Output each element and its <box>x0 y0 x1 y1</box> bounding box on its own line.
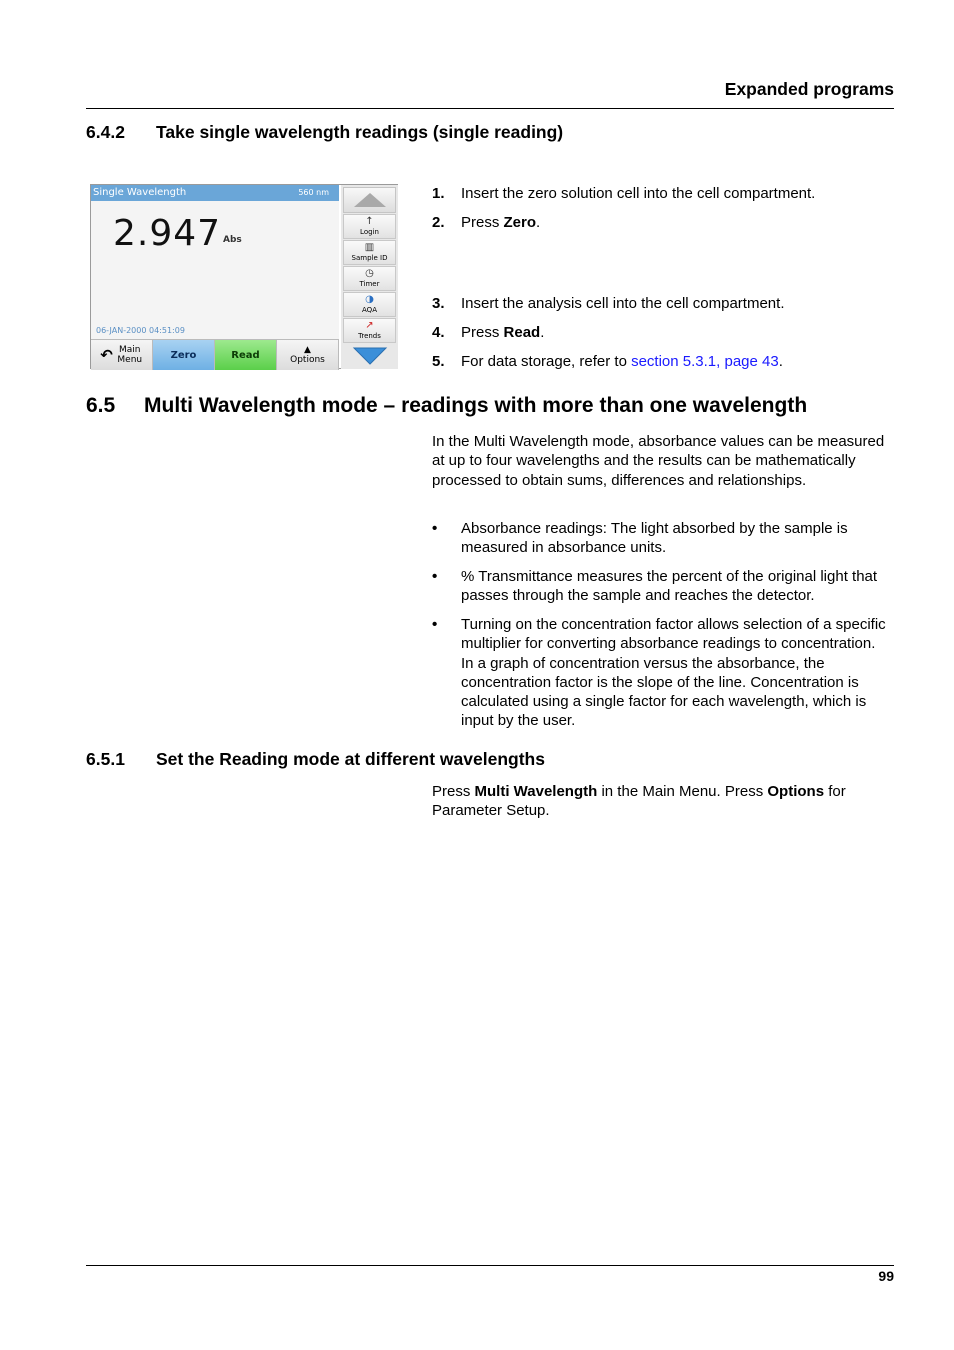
page-number: 99 <box>878 1268 894 1284</box>
footer-rule <box>86 1265 894 1266</box>
side-item-label: Login <box>360 228 379 236</box>
bold-options: Options <box>767 783 825 800</box>
bullet-dot: • <box>432 520 438 537</box>
side-item-login[interactable] <box>343 214 396 239</box>
section-65-intro: In the Multi Wavelength mode, absorbance values can be measured at up to four wavelengths and the results can be mathematically processed to obtain sums, differences and relationships. <box>432 433 885 489</box>
reading-unit: Abs <box>223 235 242 245</box>
step-number: 4. <box>432 324 445 341</box>
screen-bottom-bar <box>91 339 339 369</box>
step-number: 1. <box>432 185 445 202</box>
login-icon: ↑ <box>365 216 374 227</box>
bold-multi-wavelength: Multi Wavelength <box>474 783 598 800</box>
read-button[interactable]: Read <box>215 340 277 370</box>
step-2 <box>432 213 540 232</box>
timer-icon: ◷ <box>365 268 374 279</box>
bullet-item <box>432 519 894 558</box>
section-651-text <box>432 782 894 821</box>
side-item-label: Sample ID <box>351 254 388 262</box>
triangle-up-icon: ▲ <box>304 344 311 355</box>
section-65-number: 6.5 <box>86 394 116 417</box>
device-screen <box>91 185 339 369</box>
scroll-up-icon <box>352 191 388 209</box>
bullet-item <box>432 567 894 606</box>
text-segment: in the Main Menu. Press <box>597 783 768 800</box>
text-segment: for Parameter Setup. <box>432 783 846 820</box>
screen-title-bar <box>91 185 339 201</box>
section-651-title: Set the Reading mode at different wavelengths <box>156 749 545 769</box>
scroll-up-button[interactable] <box>343 187 396 213</box>
step-5 <box>432 352 783 371</box>
text-segment: Press <box>432 783 475 800</box>
step-number: 3. <box>432 295 445 312</box>
section-651-number: 6.5.1 <box>86 749 125 769</box>
step-text: For data storage, refer to <box>461 353 632 370</box>
device-screenshot <box>90 184 398 369</box>
scroll-down-icon <box>352 346 388 366</box>
sample-id-icon: ▥ <box>364 242 375 253</box>
step-text: Insert the zero solution cell into the cell compartment. <box>461 185 816 202</box>
side-item-trends[interactable] <box>343 318 396 343</box>
screen-title: Single Wavelength <box>93 187 187 198</box>
side-item-label: AQA <box>362 306 377 314</box>
side-menu <box>341 185 398 369</box>
header-rule <box>86 108 894 109</box>
bullet-dot: • <box>432 616 438 633</box>
side-item-label: Trends <box>358 332 381 340</box>
step-4 <box>432 323 544 342</box>
section-642-title: Take single wavelength readings (single reading) <box>156 122 564 142</box>
step-text: Insert the analysis cell into the cell compartment. <box>461 295 785 312</box>
bullet-text: Absorbance readings: The light absorbed by the sample is measured in absorbance units. <box>461 520 848 557</box>
aqa-icon: ◑ <box>365 294 374 305</box>
step-text-end: . <box>778 353 783 370</box>
wavelength-label: 560 nm <box>298 188 329 197</box>
bullet-item <box>432 615 894 731</box>
step-3 <box>432 294 784 313</box>
main-menu-button[interactable] <box>91 340 153 370</box>
step-bold: Read <box>503 324 541 341</box>
options-label: Options <box>290 354 325 365</box>
side-item-aqa[interactable] <box>343 292 396 317</box>
bullet-text: % Transmittance measures the percent of the original light that passes through the sample and reaches the detector. <box>461 568 878 605</box>
scroll-down-button[interactable] <box>343 343 396 369</box>
side-item-label: Timer <box>359 280 380 288</box>
reading-value: 2.947 <box>113 213 222 254</box>
section-642-number: 6.4.2 <box>86 122 125 142</box>
step-text: Press <box>461 324 504 341</box>
main-menu-label: Main Menu <box>117 345 143 365</box>
step-number: 5. <box>432 353 445 370</box>
section-642-heading <box>86 122 563 143</box>
section-65-title: Multi Wavelength mode – readings with more than one wavelength <box>144 394 808 417</box>
section-65-heading <box>86 394 807 418</box>
back-arrow-icon: ↶ <box>100 346 113 364</box>
options-button[interactable] <box>277 340 339 370</box>
trends-icon: ↗ <box>365 320 374 331</box>
step-text-end: . <box>536 214 541 231</box>
side-item-timer[interactable] <box>343 266 396 291</box>
screen-datetime: 06-JAN-2000 04:51:09 <box>96 326 185 335</box>
step-text: Press <box>461 214 504 231</box>
section-651-heading <box>86 749 545 770</box>
step-number: 2. <box>432 214 445 231</box>
step-bold: Zero <box>503 214 537 231</box>
running-header: Expanded programs <box>724 79 894 99</box>
step-1 <box>432 184 815 203</box>
bullet-dot: • <box>432 568 438 585</box>
zero-button[interactable]: Zero <box>153 340 215 370</box>
step-text-end: . <box>540 324 545 341</box>
side-item-sample-id[interactable] <box>343 240 396 265</box>
section-link[interactable]: section 5.3.1, page 43 <box>631 353 779 370</box>
bullet-text: Turning on the concentration factor allows selection of a specific multiplier for converting absorbance readings to concentration. In a graph of concentration versus the absorbance, the concentration factor is the slope of the line. Concentration is calculated using a single factor for each wavelength, which is input by the user. <box>461 616 886 730</box>
